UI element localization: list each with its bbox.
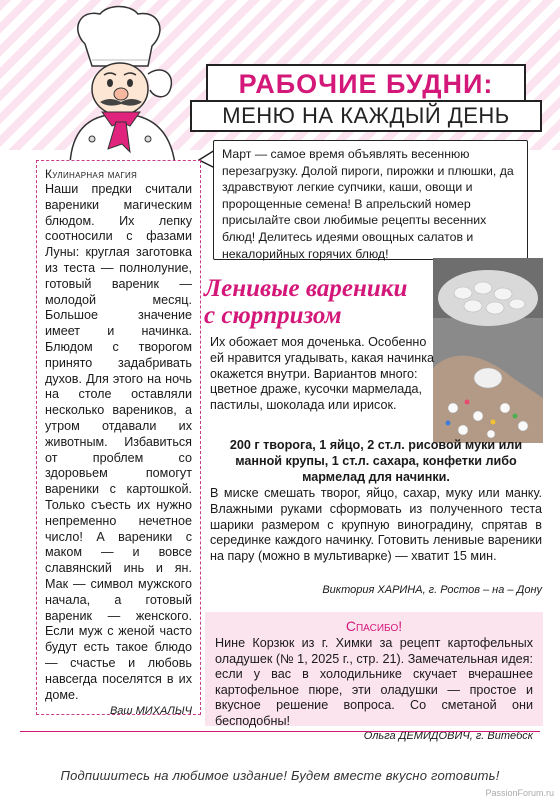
page-title: РАБОЧИЕ БУДНИ: [238,68,494,99]
culinary-magic-text: Наши предки считали вареники магическим блюдом. Их лепку соотносили с фазами Луны: круглая заготовка из теста — полнолуние, готовый вареник — молодой месяц. Большое значение имеет и начинка. Блюдом с творогом принято задабривать духов. Для этого на ночь на столе оставляли несколько вареников, а утром отдавали их животным. Избавиться от проблем со здоровьем помогут вареники с картошкой. Только съесть их нужно непременно нечетное число! А вареники с маком — и вовсе славянский инь и ян. Мак — символ мужского начала, а готовый вареник — женского. Если муж с женой часто будут есть такое блюдо — счастье и любовь навсегда поселятся в их доме. [45,182,192,702]
title-box [206,64,526,102]
recipe-title-line1: Ленивые вареники [204,275,408,302]
watermark: PassionForum.ru [485,788,554,798]
recipe-author: Виктория ХАРИНА, г. Ростов – на – Дону [322,584,542,596]
recipe-ingredients: 200 г творога, 1 яйцо, 2 ст.л. рисовой муки или манной крупы, 1 ст.л. сахара, конфетки либо мармелад для начинки. [229,438,523,484]
intro-bubble [213,140,528,260]
thanks-heading: Спасибо! [345,618,403,634]
recipe-title-line2: с сюрпризом [204,302,342,329]
footer-slogan: Подпишитесь на любимое издание! Будем вместе вкусно готовить! [60,768,500,783]
thanks-author: Ольга ДЕМИДОВИЧ, г. Витебск [363,729,533,742]
page-subtitle: МЕНЮ НА КАЖДЫЙ ДЕНЬ [222,103,510,128]
thanks-box [205,612,543,742]
subtitle-box [190,100,542,132]
recipe-title [204,275,444,329]
dumplings-photo [433,258,543,443]
recipe-method: В миске смешать творог, яйцо, сахар, муку или манку. Влажными руками сформовать из полученного теста шарики размером с крупную виноградину, спрятав в серединке каждого начинку. Готовить ленивые вареники на пару (можно в мультиварке) — хватит 15 мин. [210,486,542,564]
thanks-text: Нине Корзюк из г. Химки за рецепт картофельных оладушек (№ 1, 2025 г., стр. 21). Замечательная идея: если у вас в холодильнике скучает вчерашнее картофельное пюре, эти оладушки — простое и вкусное решение вопроса. Со сметаной они бесподобны! [215,636,533,728]
intro-text: Март — самое время объявлять весеннюю перезагрузку. Долой пироги, пирожки и плюшки, да здравствуют легкие супчики, каши, овощи и пророщенные семена! В апрельский номер присылайте свои любимые рецепты весенних блюд! Делитесь идеями овощных салатов и некалорийных горячих блюд! [222,147,514,261]
chef-illustration [30,4,200,164]
culinary-magic-column [36,160,201,718]
recipe-intro: Их обожает моя доченька. Особенно ей нравится угадывать, какая начинка окажется внутри. Вариантов много: цветное драже, кусочки мармелада, пастилы, шоколада или ирисок. [210,335,435,413]
footer-divider [20,731,540,732]
culinary-magic-heading: Кулинарная магия [45,167,138,181]
culinary-magic-signature: Ваш МИХАЛЫЧ [109,705,192,718]
